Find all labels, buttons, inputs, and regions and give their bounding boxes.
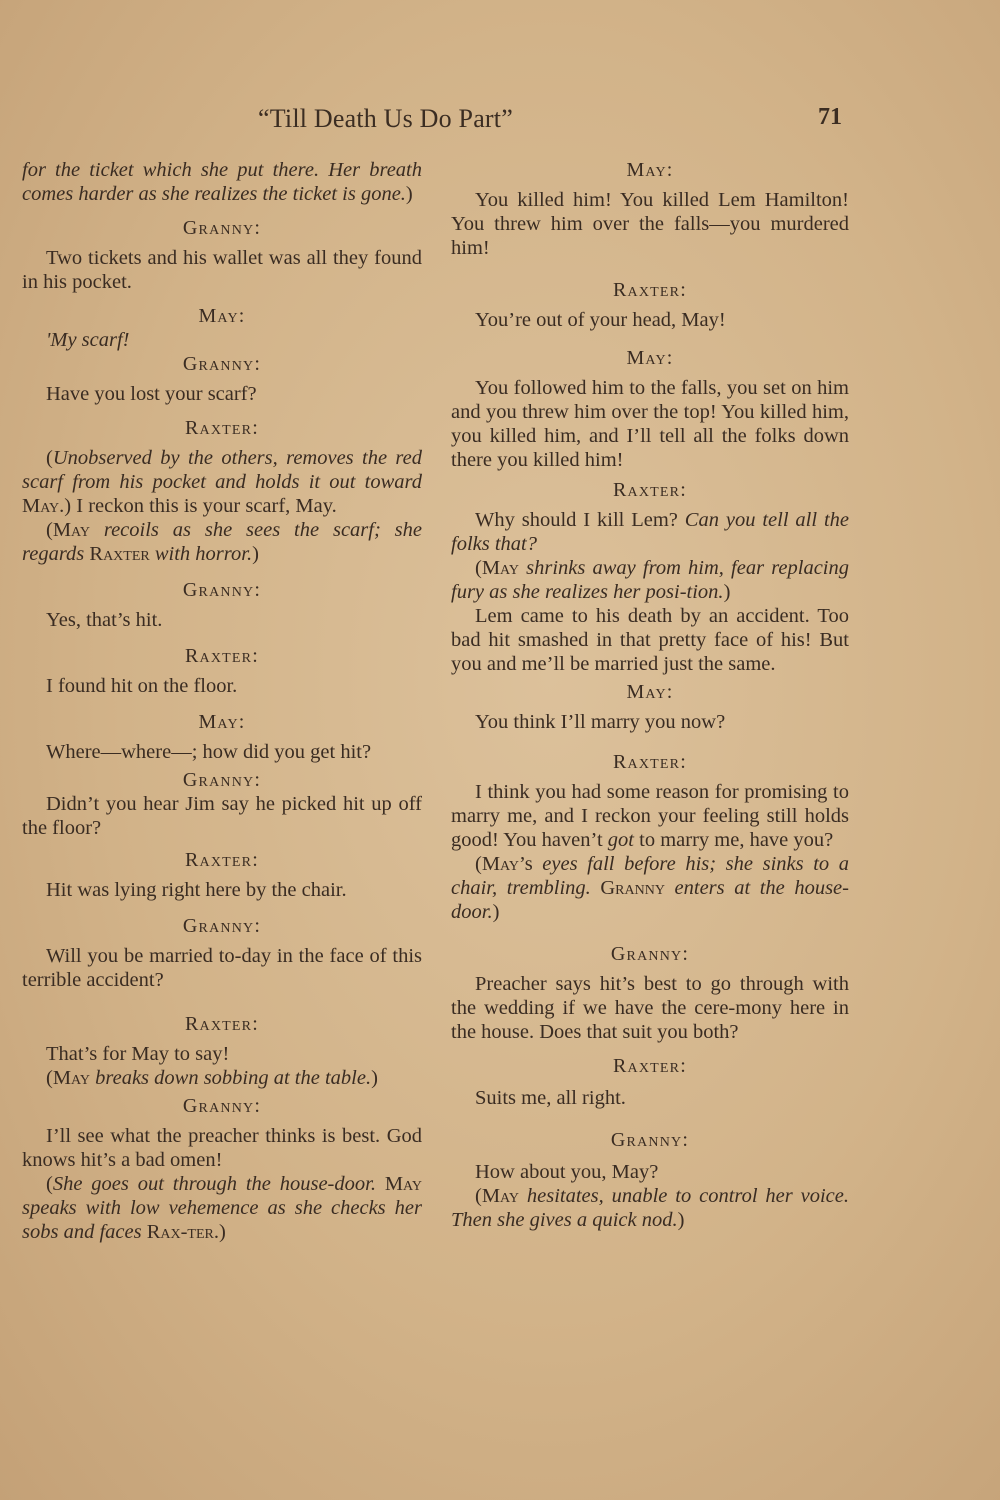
speaker-label: Granny: bbox=[182, 217, 262, 239]
speaker-label: May: bbox=[198, 711, 246, 733]
speaker-label: Raxter: bbox=[185, 417, 259, 439]
stage-direction: (May hesitates, unable to control her voice. Then she gives a quick nod.) bbox=[451, 1185, 849, 1231]
dialogue-line: How about you, May? bbox=[475, 1161, 659, 1183]
speaker-label: Granny: bbox=[182, 353, 262, 375]
speaker-label: May: bbox=[626, 347, 674, 369]
dialogue-line: Will you be married to-day in the face of this terrible accident? bbox=[22, 945, 422, 991]
speaker-label: Raxter: bbox=[185, 849, 259, 871]
dialogue-line: I found hit on the floor. bbox=[46, 675, 238, 697]
speaker-label: Raxter: bbox=[613, 751, 687, 773]
dialogue-line: Lem came to his death by an accident. Too bad hit smashed in that pretty face of his! But you and me’ll be married just the same. bbox=[451, 605, 849, 675]
speaker-label: Raxter: bbox=[613, 1055, 687, 1077]
speaker-label: Raxter: bbox=[613, 479, 687, 501]
dialogue-line: I’ll see what the preacher thinks is best. God knows hit’s a bad omen! bbox=[22, 1125, 422, 1171]
left-column bbox=[22, 158, 422, 1244]
speaker-label: Raxter: bbox=[185, 645, 259, 667]
speaker-label: Granny: bbox=[182, 769, 262, 791]
speaker-label: Granny: bbox=[610, 943, 690, 965]
dialogue-line: You think I’ll marry you now? bbox=[475, 711, 726, 733]
speaker-label: May: bbox=[626, 159, 674, 181]
speaker-label: Raxter: bbox=[613, 279, 687, 301]
dialogue-line: You’re out of your head, May! bbox=[475, 309, 726, 331]
stage-direction: (May shrinks away from him, fear replacing fury as she realizes her posi-tion.) bbox=[451, 557, 849, 603]
dialogue-line: Hit was lying right here by the chair. bbox=[46, 879, 347, 901]
page-number: 71 bbox=[818, 104, 842, 130]
speaker-label: Raxter: bbox=[185, 1013, 259, 1035]
stage-direction: (Unobserved by the others, removes the red scarf from his pocket and holds it out toward May.) I reckon this is your scarf, May. bbox=[22, 447, 422, 517]
dialogue-line: Suits me, all right. bbox=[475, 1087, 626, 1109]
running-title: “Till Death Us Do Part” bbox=[258, 104, 513, 133]
speaker-label: May: bbox=[198, 305, 246, 327]
dialogue-line: Preacher says hit’s best to go through with the wedding if we have the cere-mony here in the house. Does that suit you both? bbox=[451, 973, 849, 1043]
stage-direction: for the ticket which she put there. Her breath comes harder as she realizes the ticket is gone.) bbox=[22, 159, 422, 205]
dialogue-line: Why should I kill Lem? Can you tell all the folks that? bbox=[451, 509, 849, 555]
right-column bbox=[451, 158, 849, 1232]
stage-direction: (May breaks down sobbing at the table.) bbox=[46, 1067, 378, 1089]
dialogue-line: Where—where—; how did you get hit? bbox=[46, 741, 372, 763]
stage-direction: (She goes out through the house-door. May speaks with low vehemence as she checks her sobs and faces Rax-ter.) bbox=[22, 1173, 422, 1243]
speaker-label: Granny: bbox=[182, 579, 262, 601]
speaker-label: Granny: bbox=[182, 1095, 262, 1117]
dialogue-line: Have you lost your scarf? bbox=[46, 383, 257, 405]
speaker-label: Granny: bbox=[182, 915, 262, 937]
dialogue-line: Two tickets and his wallet was all they found in his pocket. bbox=[22, 247, 422, 293]
running-header bbox=[0, 104, 1000, 144]
stage-direction: (May’s eyes fall before his; she sinks to a chair, trembling. Granny enters at the house-door.) bbox=[451, 853, 849, 923]
stage-direction: (May recoils as she sees the scarf; she regards Raxter with horror.) bbox=[22, 519, 422, 565]
dialogue-line: That’s for May to say! bbox=[46, 1043, 230, 1065]
dialogue-line: You followed him to the falls, you set on him and you threw him over the top! You killed him, you killed him, and I’ll tell all the folks down there you killed him! bbox=[451, 377, 849, 471]
dialogue-line: Didn’t you hear Jim say he picked hit up off the floor? bbox=[22, 793, 422, 839]
dialogue-line: 'My scarf! bbox=[46, 329, 130, 351]
dialogue-line: Yes, that’s hit. bbox=[46, 609, 163, 631]
speaker-label: May: bbox=[626, 681, 674, 703]
dialogue-line: You killed him! You killed Lem Hamilton! You threw him over the falls—you murdered him! bbox=[451, 189, 849, 259]
dialogue-line: I think you had some reason for promising to marry me, and I reckon your feeling still holds good! You haven’t got to marry me, have you? bbox=[451, 781, 849, 851]
speaker-label: Granny: bbox=[610, 1129, 690, 1151]
